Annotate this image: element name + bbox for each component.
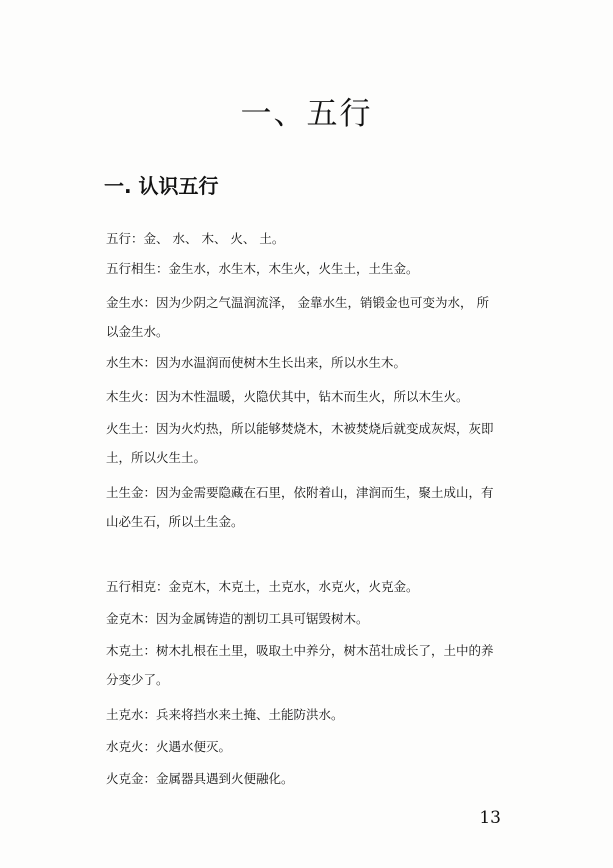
paragraph-wuxing-list: 五行：金、 水、 木、 火、 土。 bbox=[106, 231, 285, 246]
paragraph-earth-metal: 土生金：因为金需要隐藏在石里，依附着山，津润而生，聚土成山，有山必生石，所以土生金。 bbox=[106, 485, 494, 529]
paragraph-metal-water: 金生水：因为少阴之气温润流泽， 金靠水生，销锻金也可变为水， 所以金生水。 bbox=[106, 295, 489, 339]
section-title: 一. 认识五行 bbox=[104, 174, 219, 198]
paragraph-metal-wood: 金克木：因为金属铸造的割切工具可锯毁树木。 bbox=[106, 611, 369, 626]
paragraph-wood-fire: 木生火：因为木性温暖，火隐伏其中，钻木而生火，所以木生火。 bbox=[106, 389, 469, 404]
paragraph-earth-water: 土克水：兵来将挡水来土掩、土能防洪水。 bbox=[106, 707, 344, 722]
paragraph-water-wood: 水生木：因为水温润而使树木生长出来，所以水生木。 bbox=[106, 355, 407, 370]
paragraph-fire-earth: 火生土：因为火灼热，所以能够焚烧木，木被焚烧后就变成灰烬，灰即土，所以火生土。 bbox=[106, 421, 494, 465]
page-number: 13 bbox=[479, 808, 501, 828]
paragraph-ke-summary: 五行相克：金克木，木克土，土克水，水克火，火克金。 bbox=[106, 579, 419, 594]
paragraph-wood-earth: 木克土：树木扎根在土里，吸取土中养分，树木茁壮成长了，土中的养分变少了。 bbox=[106, 643, 494, 687]
paragraph-fire-metal: 火克金：金属器具遇到火便融化。 bbox=[106, 771, 294, 786]
chapter-title: 一、五行 bbox=[240, 96, 373, 132]
paragraph-water-fire: 水克火：火遇水便灭。 bbox=[106, 739, 232, 754]
paragraph-sheng-summary: 五行相生：金生水，水生木，木生火，火生土，土生金。 bbox=[106, 261, 419, 276]
